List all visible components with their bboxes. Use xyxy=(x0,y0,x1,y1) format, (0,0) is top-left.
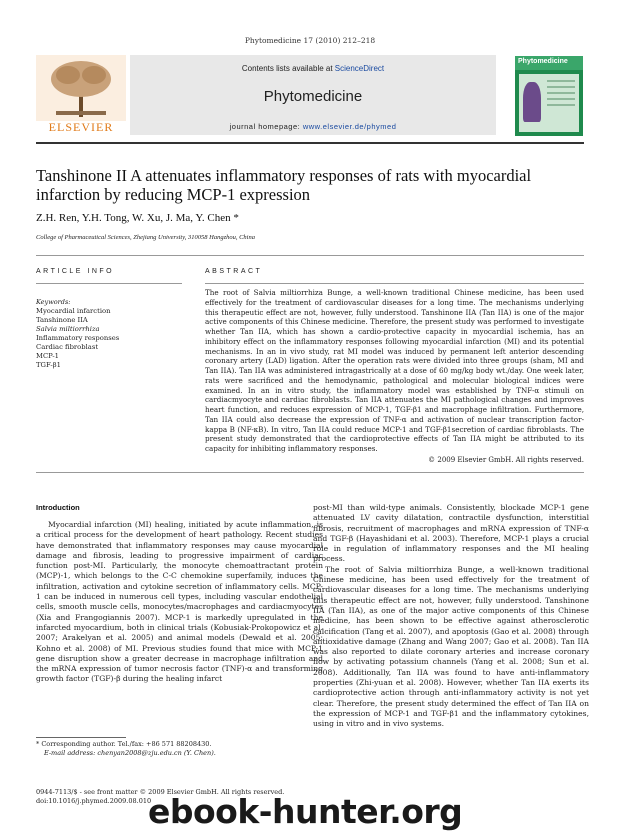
homepage-line xyxy=(130,122,496,131)
running-head: Phytomedicine 17 (2010) 212–218 xyxy=(244,36,376,45)
keyword: MCP-1 xyxy=(36,352,59,360)
abstract-copyright: © 2009 Elsevier GmbH. All rights reserved. xyxy=(428,456,584,464)
divider xyxy=(36,255,584,256)
intro-right-column xyxy=(313,503,589,730)
intro-paragraph: The root of Salvia miltiorrhiza Bunge, a well-known traditional Chinese medicine, has been used effectively for the treatment of cardiovascular diseases for a long time. The mechanisms underlying this therapeutic effect are not, however, fully understood. Tanshinone IIA (Tan IIA), as one of the major active components of this Chinese medicine, has been shown to be effective against atherosclerotic calcification (Tang et al. 2007), and apoptosis (Gao et al. 2008) through antioxidative damage (Zhang and Wang 2007; Gao et al. 2008). Tan IIA was also reported to dilate coronary arteries and increase coronary flow by activating potassium channels (Yang et al. 2008; Sun et al. 2008). Additionally, Tan IIA was found to have anti-inflammatory properties (Zhi-yuan et al. 2008). However, whether Tan IIA exerts its cardioprotective action through anti-inflammatory activity is not yet clear. Therefore, the present study determined the effect of Tan IIA on the expression of MCP-1 and TGF-β1 and the inflammatory cytokines, using in vitro and in vivo systems. xyxy=(313,564,589,729)
article-info-rule xyxy=(36,283,182,284)
elsevier-wordmark: ELSEVIER xyxy=(48,120,114,134)
abstract-heading: ABSTRACT xyxy=(205,268,263,275)
intro-paragraph: post-MI than wild-type animals. Consistently, blockade MCP-1 gene attenuated LV cavity dilatation, contractile dysfunction, interstitial fibrosis, recruitment of macrophages and mRNA expression of TNF-α and TGF-β (Hayashidani et al. 2003). Therefore, MCP-1 plays a crucial role in regulation of inflammatory responses and the MI healing process. xyxy=(313,503,589,564)
sciencedirect-link[interactable]: ScienceDirect xyxy=(334,64,385,73)
keyword: Myocardial infarction xyxy=(36,307,111,315)
elsevier-tree-icon xyxy=(36,55,126,121)
keyword: Inflammatory responses xyxy=(36,334,120,342)
journal-title: Phytomedicine xyxy=(263,88,363,105)
article-title: Tanshinone II A attenuates inflammatory responses of rats with myocardial infarction by reducing MCP-1 expression xyxy=(36,166,532,204)
homepage-prefix: journal homepage: xyxy=(229,122,303,131)
keyword: Cardiac fibroblast xyxy=(36,343,99,351)
journal-cover xyxy=(515,56,583,136)
contents-prefix: Contents lists available at xyxy=(241,64,335,73)
keywords-label: Keywords: xyxy=(36,298,71,306)
author-email: E-mail address: chenyan2008@zju.edu.cn (Y. Chen). xyxy=(44,748,216,757)
corresponding-author: * Corresponding author. Tel./fax: +86 571 88208430. xyxy=(36,740,212,748)
elsevier-logo xyxy=(36,55,126,135)
author-list: Z.H. Ren, Y.H. Tong, W. Xu, J. Ma, Y. Chen * xyxy=(36,212,239,224)
contents-line xyxy=(130,64,496,73)
cover-plant-icon xyxy=(523,82,541,122)
abstract-text: The root of Salvia miltiorrhiza Bunge, a well-known traditional Chinese medicine, has been used effectively for the treatment of cardiovascular diseases for a long time. The mechanisms underlying this therapeutic effect are not, however, fully understood. Tanshinone IIA (Tan IIA) is one of the major active components of this Chinese medicine. Therefore, the present study was performed to investigate whether Tan IIA, which has shown a cardio-protective capacity in myocardial ischemia, has an inhibitory effect on the inflammatory responses following myocardial infarction (MI) and its potential mechanisms. In an in vivo study, rat MI model was induced by permanent left anterior descending coronary artery (LAD) ligation. After the operation rats were divided into three groups (sham, MI and Tan IIA). Tan IIA was administered intragastrically at a dose of 60 mg/kg body wt./day. One week later, rats were sacrificed and the hemodynamic, pathological and molecular biological indices were examined. In an in vitro study, the inflammatory model was established by TNF-α stimuli on cardiacmyocyte and cardiac fibroblasts. Tan IIA attenuates the MI pathological changes and improves heart function, and reduces expression of MCP-1, TGF-β1 and macrophage infiltration. Furthermore, Tan IIA could also decrease the expression of TNF-α and activation of nuclear transcription factor-kappa B (NF-κB). In vitro, Tan IIA could reduce MCP-1 and TGF-β1secretion of cardiac fibroblasts. The present study demonstrated that the cardioprotective effects of Tan IIA might be attributed to its capacity for inhibiting inflammatory responses. xyxy=(205,288,584,453)
issn-line: 0944-7113/$ - see front matter © 2009 Elsevier GmbH. All rights reserved. xyxy=(36,788,285,796)
abstract-rule xyxy=(205,283,584,284)
keyword: Tanshinone IIA xyxy=(36,316,88,324)
divider xyxy=(36,472,584,473)
cover-text-lines xyxy=(547,80,575,110)
homepage-link[interactable]: www.elsevier.de/phymed xyxy=(302,122,397,131)
header-rule xyxy=(36,142,584,144)
keyword: Salvia miltiorrhiza xyxy=(36,325,100,333)
affiliation: College of Pharmaceutical Sciences, Zhejiang University, 310058 Hangzhou, China xyxy=(36,234,255,241)
keyword: TGF-β1 xyxy=(36,361,61,369)
footnote xyxy=(36,740,216,757)
introduction-heading: Introduction xyxy=(36,503,80,512)
doi-line: doi:10.1016/j.phymed.2009.08.010 xyxy=(36,796,152,805)
article-info-heading: ARTICLE INFO xyxy=(36,268,115,275)
keyword-list xyxy=(36,307,119,370)
intro-left-column xyxy=(36,520,323,685)
intro-paragraph: Myocardial infarction (MI) healing, initiated by acute inflammation, is a critical process for the development of heart pathology. Recent studies have demonstrated that inflammatory responses may cause myocardial damage and fibrosis, leading to progressive impairment of cardiac function post-MI. Particularly, the monocyte chemoattractant protein (MCP)-1, which belongs to the C-C chemokine superfamily, induces the infiltration, activation and cytokine secretion of inflammatory cells. MCP-1 can be induced in numerous cell types, including vascular endothelial cells, smooth muscle cells, monocytes/macrophages and cardiacmyocytes (Xia and Frangogiannis 2007). MCP-1 is markedly upregulated in the infarcted myocardium, both in clinical trials (Kobusiak-Prokopowicz et al. 2007; Arakelyan et al. 2005) and animal models (Dewald et al. 2005; Kohno et al. 2008) of MI. Previous studies found that mice with MCP-1 gene disruption show a greater decrease in macrophage infiltration and the mRNA expression of tumor necrosis factor (TNF)-α and transforming growth factor (TGF)-β during the healing infarct xyxy=(36,520,323,684)
watermark: ebook-hunter.org xyxy=(148,792,463,831)
footnote-rule xyxy=(36,737,126,738)
cover-title: Phytomedicine xyxy=(518,58,568,65)
